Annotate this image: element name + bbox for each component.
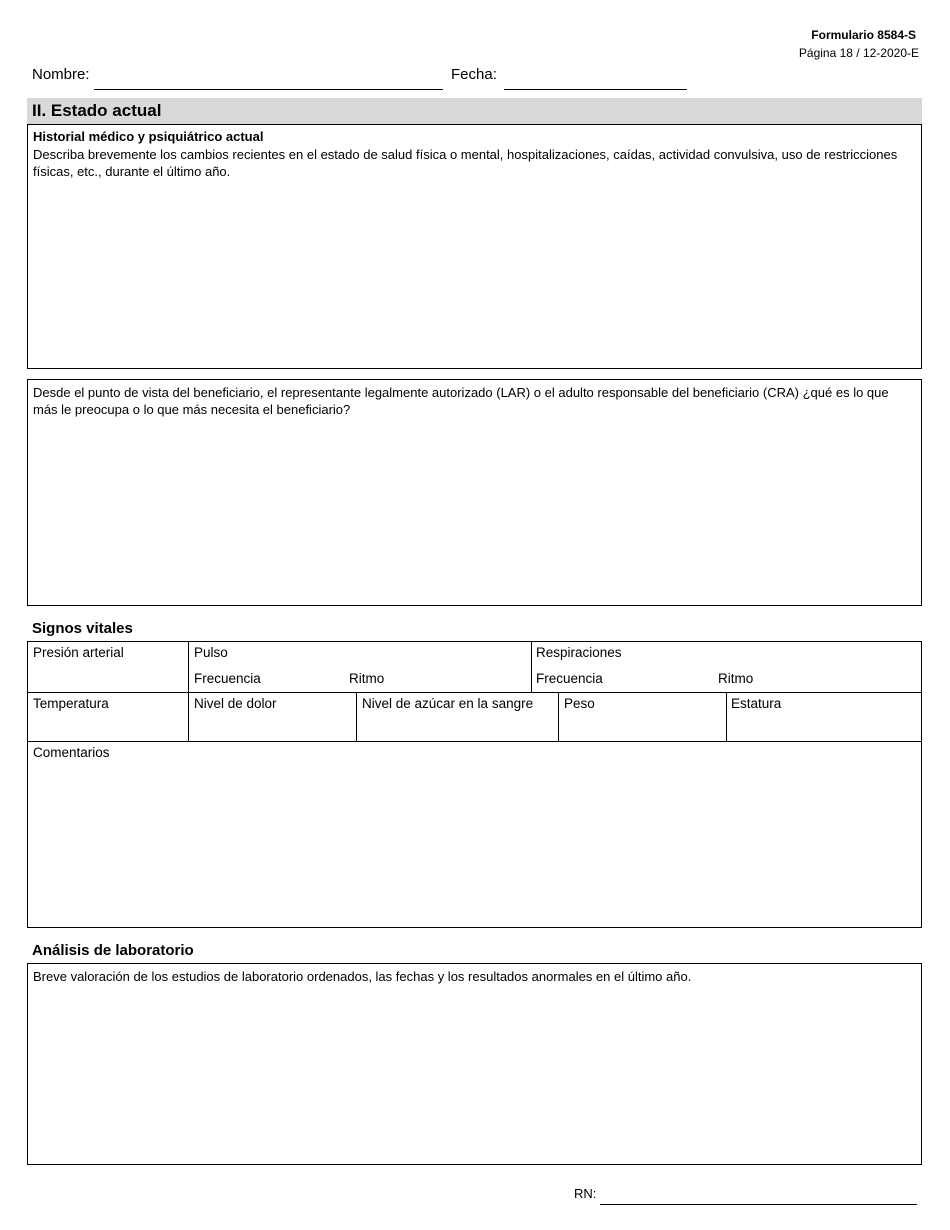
history-title: Historial médico y psiquiátrico actual xyxy=(33,129,264,144)
vitals-row-divider xyxy=(28,692,921,693)
blood-sugar-label: Nivel de azúcar en la sangre xyxy=(362,696,534,711)
lab-description: Breve valoración de los estudios de laboratorio ordenados, las fechas y los resultados anormales en el último año. xyxy=(33,969,692,984)
height-label: Estatura xyxy=(731,696,782,711)
rn-label: RN: xyxy=(574,1186,597,1201)
name-field[interactable] xyxy=(94,89,443,90)
blood-pressure-label: Presión arterial xyxy=(33,645,124,660)
temperature-label: Temperatura xyxy=(33,696,109,711)
resp-rate-label: Frecuencia xyxy=(536,671,603,686)
date-label: Fecha: xyxy=(451,66,497,83)
vitals-col-divider xyxy=(188,642,189,741)
pain-level-label: Nivel de dolor xyxy=(194,696,277,711)
vitals-table xyxy=(27,641,922,928)
comments-label: Comentarios xyxy=(33,745,110,760)
history-description: Describa brevemente los cambios recientes en el estado de salud física o mental, hospitalizaciones, caídas, actividad convulsiva, uso de restricciones físicas, etc., durante el último año. xyxy=(33,147,898,179)
concern-box[interactable] xyxy=(27,379,922,606)
form-number: Formulario 8584-S xyxy=(811,28,916,42)
weight-label: Peso xyxy=(564,696,595,711)
date-field[interactable] xyxy=(504,89,687,90)
lab-title: Análisis de laboratorio xyxy=(32,942,194,959)
vitals-row-divider xyxy=(28,741,921,742)
lab-box[interactable] xyxy=(27,963,922,1165)
pulse-rate-label: Frecuencia xyxy=(194,671,261,686)
pulse-rhythm-label: Ritmo xyxy=(349,671,385,686)
concern-question: Desde el punto de vista del beneficiario, el representante legalmente autorizado (LAR) o el adulto responsable del beneficiario (CRA) ¿qué es lo que más le preocupa o lo que más necesita el beneficiario? xyxy=(33,385,889,417)
pulse-label: Pulso xyxy=(194,645,228,660)
vitals-col-divider xyxy=(558,692,559,741)
vitals-title: Signos vitales xyxy=(32,620,133,637)
resp-rhythm-label: Ritmo xyxy=(718,671,754,686)
vitals-col-divider xyxy=(726,692,727,741)
name-label: Nombre: xyxy=(32,66,90,83)
vitals-col-divider xyxy=(531,642,532,692)
section-title: II. Estado actual xyxy=(27,98,922,124)
vitals-col-divider xyxy=(356,692,357,741)
history-box[interactable] xyxy=(27,124,922,369)
page-info: Página 18 / 12-2020-E xyxy=(798,46,919,60)
rn-signature-field[interactable] xyxy=(600,1204,917,1205)
respirations-label: Respiraciones xyxy=(536,645,622,660)
